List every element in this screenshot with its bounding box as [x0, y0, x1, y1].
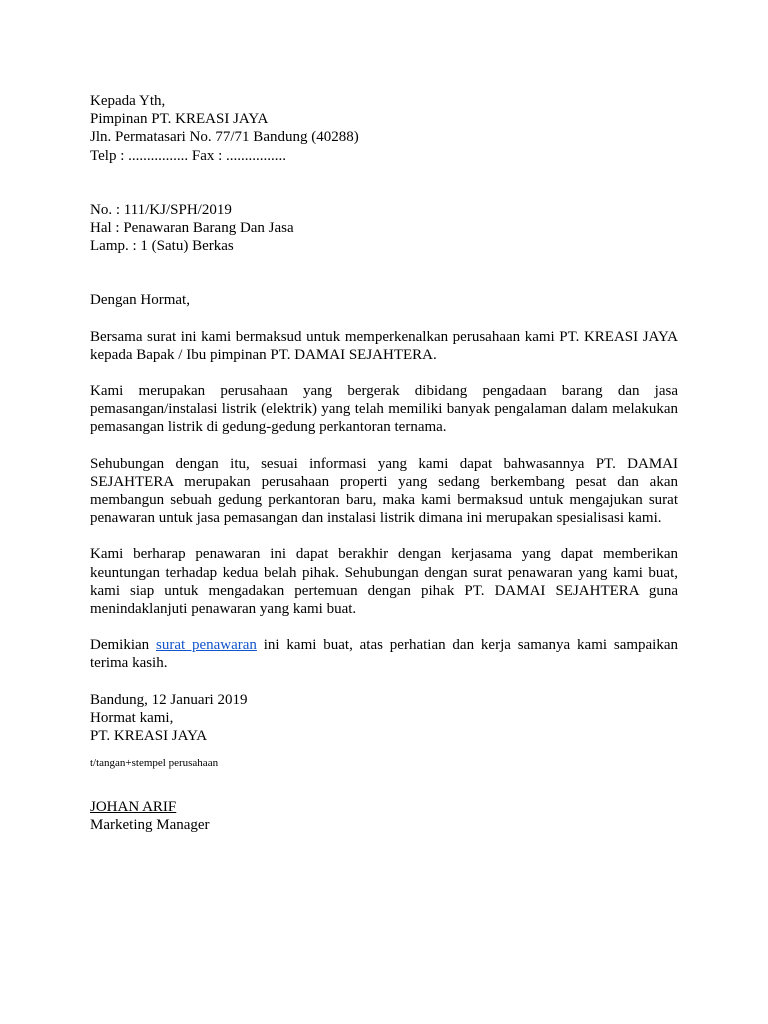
place-date: Bandung, 12 Januari 2019 — [90, 691, 248, 708]
recipient-greeting: Kepada Yth, — [90, 93, 166, 109]
signature-block — [90, 691, 678, 835]
recipient-block — [90, 92, 678, 165]
reference-block — [90, 201, 678, 256]
sender-company: PT. KREASI JAYA — [90, 728, 208, 745]
recipient-contact: Telp : ................ Fax : ................ — [90, 147, 287, 164]
signature-note: t/tangan+stempel perusahaan — [90, 757, 219, 770]
recipient-address: Jln. Permatasari No. 77/71 Bandung (40288) — [90, 129, 359, 146]
regards: Hormat kami, — [90, 709, 174, 726]
signer-title: Marketing Manager — [90, 817, 210, 834]
reference-attachment: Lamp. : 1 (Satu) Berkas — [90, 238, 234, 255]
reference-subject: Hal : Penawaran Barang Dan Jasa — [90, 220, 294, 237]
paragraph-closing: Demikian surat penawaran ini kami buat, atas perhatian dan kerja samanya kami sampaikan terima kasih. — [90, 637, 678, 672]
surat-penawaran-link[interactable]: surat penawaran — [155, 637, 257, 654]
recipient-name: Pimpinan PT. KREASI JAYA — [90, 111, 269, 128]
salutation: Dengan Hormat, — [90, 292, 190, 309]
paragraph-purpose: Sehubungan dengan itu, sesuai informasi yang kami dapat bahwasannya PT. DAMAI SEJAHTERA merupakan perusahaan properti yang sedang berkembang pesat dan akan membangun sebuah gedung perkantoran baru, maka kami bermaksud untuk mengajukan surat penawaran untuk jasa pemasangan dan instalasi listrik dimana ini merupakan spesialisasi kami. — [90, 455, 678, 527]
paragraph-intro: Bersama surat ini kami bermaksud untuk memperkenalkan perusahaan kami PT. KREASI JAYA kepada Bapak / Ibu pimpinan PT. DAMAI SEJAHTERA. — [90, 328, 678, 363]
reference-number: No. : 111/KJ/SPH/2019 — [90, 201, 232, 218]
paragraph-hope: Kami berharap penawaran ini dapat berakhir dengan kerjasama yang dapat memberikan keuntungan terhadap kedua belah pihak. Sehubungan dengan surat penawaran yang kami buat, kami siap untuk mengadakan pertemuan dengan pihak PT. DAMAI SEJAHTERA guna menindaklanjuti penawaran yang kami buat. — [90, 546, 678, 618]
paragraph-company: Kami merupakan perusahaan yang bergerak dibidang pengadaan barang dan jasa pemasangan/instalasi listrik (elektrik) yang telah memiliki banyak pengalaman dalam melakukan pemasangan listrik di gedung-gedung perkantoran ternama. — [90, 383, 678, 436]
signer-name: JOHAN ARIF — [90, 799, 177, 816]
